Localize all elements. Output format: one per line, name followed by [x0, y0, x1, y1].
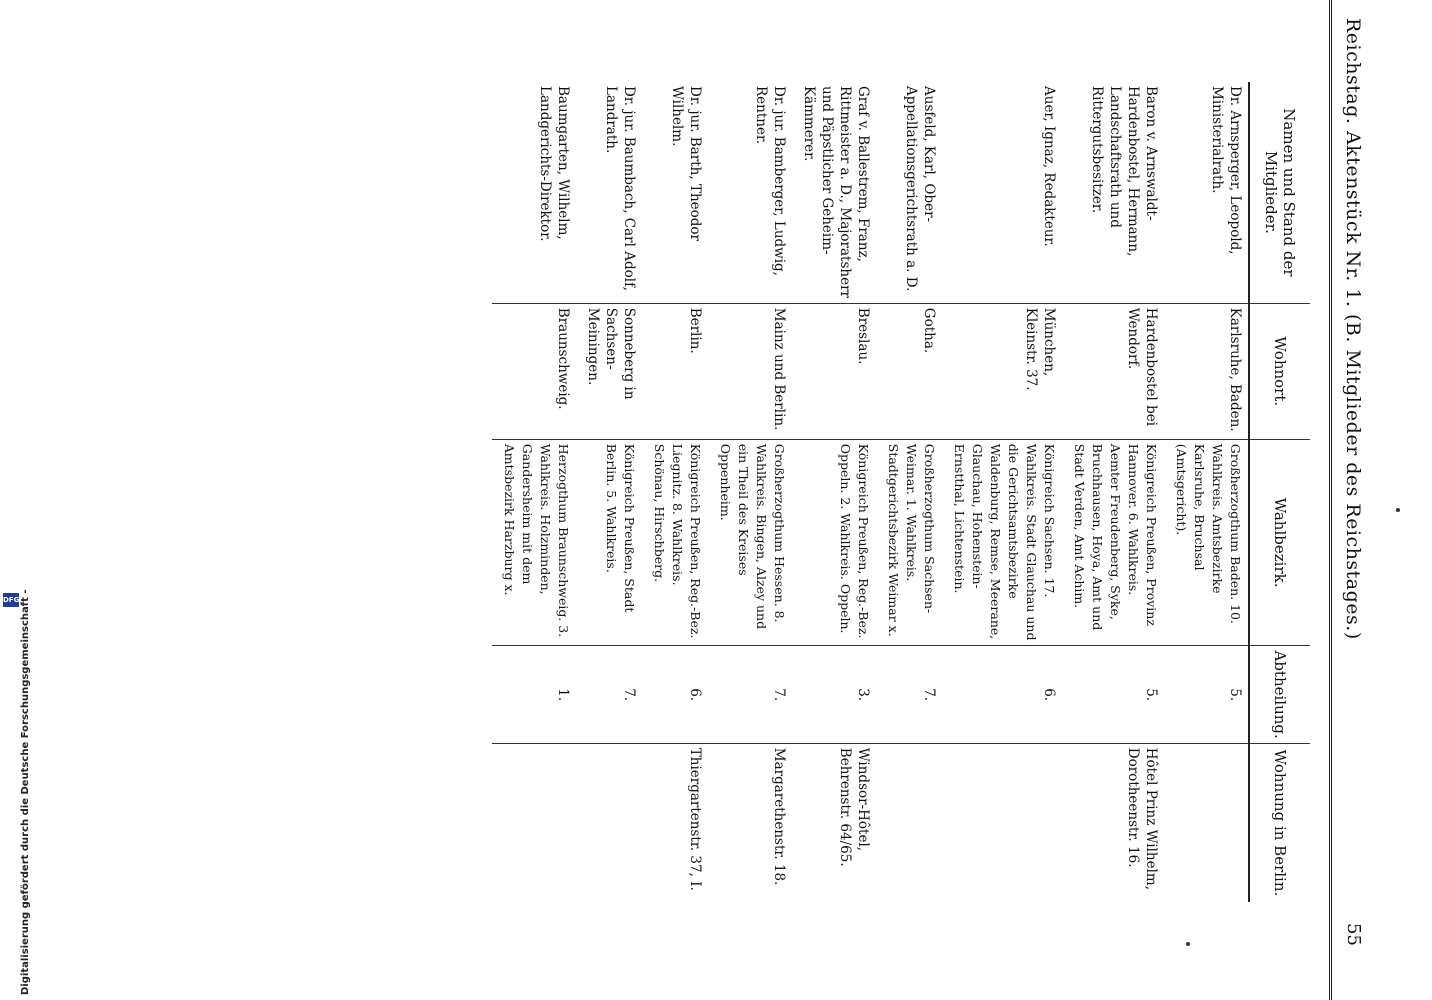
table-row [792, 82, 876, 902]
table-row [576, 82, 642, 902]
member-district: Großherzogthum Hessen. 8. Wahlkreis. Bingen, Alzey und ein Theil des Kreises Oppenheim. [708, 439, 792, 646]
member-name: Baron v. Arnswaldt-Hardenbostel, Hermann, Landschaftsrath und Rittergutsbesitzer. [1089, 86, 1159, 257]
table-row [876, 82, 942, 902]
member-district: Königreich Preußen, Reg.-Bez. Oppeln. 2. Wahlkreis. Oppeln. [792, 439, 876, 646]
member-department: 6. [942, 646, 1062, 743]
col-district-header: Wahlbezirk. [1249, 439, 1310, 646]
scan-speck [1396, 508, 1400, 512]
page-title: Reichstag. Aktenstück Nr. 1. (B. Mitglieder des Reichstages.) [1342, 18, 1364, 640]
member-department: 5. [1062, 646, 1164, 743]
member-berlin-address [1164, 743, 1249, 902]
member-district: Großherzogthum Baden. 10. Wahlkreis. Amtsbezirke Karlsruhe, Bruchsal (Amtsgericht). [1164, 439, 1249, 646]
members-table [492, 82, 1310, 902]
member-berlin-address: Hôtel Prinz Wilhelm, Dorotheenstr. 16. [1062, 743, 1164, 902]
page-header [1328, 18, 1372, 978]
table-row [942, 82, 1062, 902]
member-department: 7. [708, 646, 792, 743]
table-row [642, 82, 708, 902]
member-name: Auer, Ignaz, Redakteur. [1041, 86, 1057, 247]
member-district: Königreich Preußen, Provinz Hannover. 6. Wahlkreis. Aemter Freudenberg, Syke, Bruchhausen, Hoya, Amt und Stadt Verden, Amt Achim. [1062, 439, 1164, 646]
member-name: Dr. Arnsperger, Leopold, Ministerialrath. [1209, 86, 1243, 255]
member-name: Graf v. Ballestrem, Franz, Rittmeister a. D., Majoratsherr und Päpstlicher Geheim-Kämmerer. [801, 86, 871, 299]
table-row [1164, 82, 1249, 902]
member-department: 5. [1164, 646, 1249, 743]
table-row [708, 82, 792, 902]
member-district: Königreich Sachsen. 17. Wahlkreis. Stadt Glauchau und die Gerichtsamtsbezirke Waldenburg, Remse, Meerane, Glauchau, Hohenstein-Ernstthal, Lichtenstein. [942, 439, 1062, 646]
member-name: Dr. jur. Bamberger, Ludwig, Rentner. [753, 86, 787, 276]
member-residence: Hardenbostel bei Wendorf. [1062, 303, 1164, 439]
col-residence-header: Wohnort. [1249, 303, 1310, 439]
member-name: Ausfeld, Karl, Ober-Appellationsgerichtsrath a. D. [903, 86, 937, 292]
member-berlin-address [942, 743, 1062, 902]
col-berlin-header: Wohnung in Berlin. [1249, 743, 1310, 902]
member-department: 1. [492, 646, 576, 743]
member-department: 6. [642, 646, 708, 743]
member-name: Dr. jur. Baumbach, Carl Adolf, Landrath. [603, 86, 637, 291]
member-berlin-address [876, 743, 942, 902]
col-name-header: Namen und Stand der Mitglieder. [1249, 82, 1310, 303]
member-berlin-address [492, 743, 576, 902]
member-berlin-address [576, 743, 642, 902]
member-name: Baumgarten, Wilhelm, Landgerichts-Direktor. [537, 86, 571, 242]
member-berlin-address: Thiergartenstr. 37, I. [642, 743, 708, 902]
member-berlin-address: Margarethenstr. 18. [708, 743, 792, 902]
member-residence: Braunschweig. [492, 303, 576, 439]
member-residence: Breslau. [792, 303, 876, 439]
member-residence: Karlsruhe, Baden. [1164, 303, 1249, 439]
digitization-credit [2, 589, 31, 995]
rotated-register-page [120, 0, 1380, 1000]
table-row [492, 82, 576, 902]
table-header-row [1249, 82, 1310, 902]
member-name: Dr. jur. Barth, Theodor Wilhelm. [669, 86, 703, 241]
member-district: Herzogthum Braunschweig. 3. Wahlkreis. Holzminden, Gandersheim mit dem Amtsbezirk Harzburg x. [492, 439, 576, 646]
member-department: 7. [876, 646, 942, 743]
member-berlin-address: Windsor-Hôtel, Behrenstr. 64/65. [792, 743, 876, 902]
member-district: Königreich Preußen, Reg.-Bez. Liegnitz. 8. Wahlkreis. Schönau, Hirschberg. [642, 439, 708, 646]
member-residence: München, Kleinstr. 37. [942, 303, 1062, 439]
member-district: Königreich Preußen, Stadt Berlin. 5. Wahlkreis. [576, 439, 642, 646]
scan-speck [1186, 942, 1190, 946]
table-row [1062, 82, 1164, 902]
member-residence: Gotha. [876, 303, 942, 439]
member-residence: Mainz und Berlin. [708, 303, 792, 439]
member-district: Großherzogthum Sachsen-Weimar. 1. Wahlkreis. Stadtgerichtsbezirk Weimar x. [876, 439, 942, 646]
col-department-header: Abtheilung. [1249, 646, 1310, 743]
header-rule [1329, 0, 1332, 1000]
credit-text: Digitalisierung gefördert durch die Deutsche Forschungsgemeinschaft - [20, 589, 31, 995]
member-department: 3. [792, 646, 876, 743]
member-department: 7. [576, 646, 642, 743]
member-residence: Berlin. [642, 303, 708, 439]
dfg-logo: DFG [3, 593, 19, 607]
page-number: 55 [1343, 923, 1364, 946]
member-residence: Sonneberg in Sachsen-Meiningen. [576, 303, 642, 439]
